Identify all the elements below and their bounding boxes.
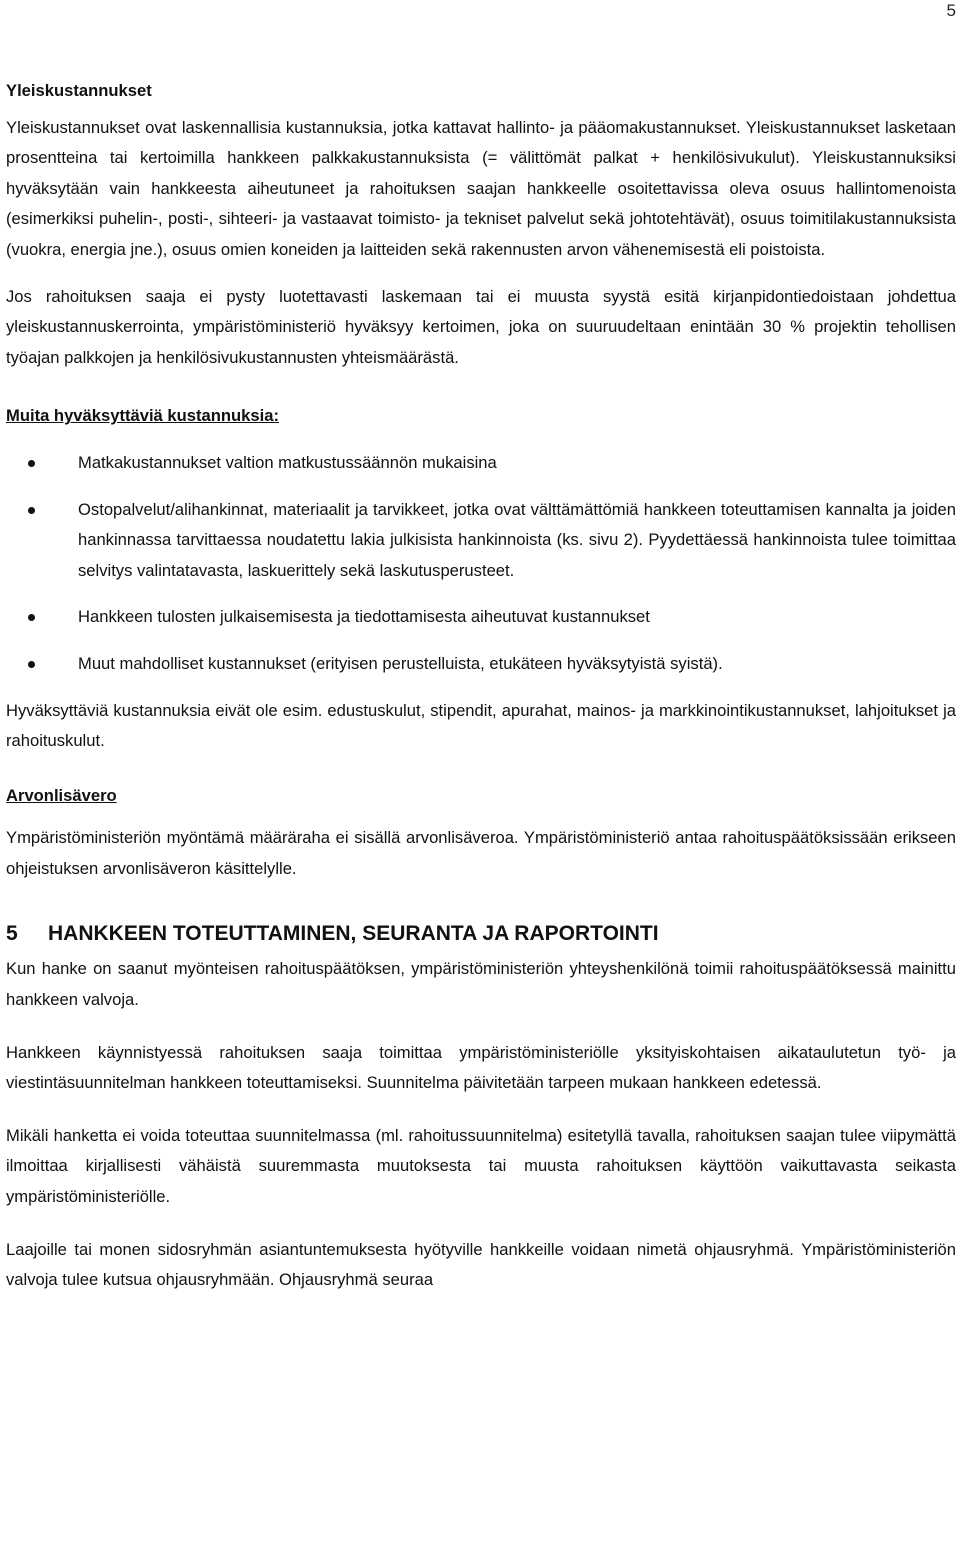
list-item bbox=[6, 448, 956, 479]
bullet-icon bbox=[28, 614, 35, 621]
list-item-text: Matkakustannukset valtion matkustussäännön mukaisina bbox=[78, 452, 497, 472]
bullet-icon bbox=[28, 661, 35, 668]
paragraph-yleiskustannukset-coefficient: Jos rahoituksen saaja ei pysty luotettavasti laskemaan tai ei muusta syystä esitä kirjanpidontiedoistaan johdettua yleiskustannuskerrointa, ympäristöministeriö hyväksyy kertoimen, joka on suuruudeltaan enintään 30 % projektin tehollisen työajan palkkojen ja henkilösivukustannusten yhteismäärästä. bbox=[6, 286, 956, 367]
paragraph-section5-3: Mikäli hanketta ei voida toteuttaa suunnitelmassa (ml. rahoitussuunnitelma) esitetyllä tavalla, rahoituksen saajan tulee viipymättä ilmoittaa kirjallisesti vähäistä suuremmasta muutoksesta tai muusta rahoituksen käyttöön vaikuttavasta seikasta ympäristöministeriölle. bbox=[6, 1125, 956, 1207]
paragraph-yleiskustannukset-definition: Yleiskustannukset ovat laskennallisia kustannuksia, jotka kattavat hallinto- ja pääomakustannukset. Yleiskustannukset lasketaan prosentteina tai kertoimilla hankkeen palkkakustannuksista (= välittömät palkat + henkilösivukulut). Yleiskustannuksiksi hyväksytään vain hankkeesta aiheutuneet ja rahoituksen saajan hankkeelle osoitettavissa oleva osuus hallintomenoista (esimerkiksi puhelin-, posti-, sihteeri- ja vastaavat toimisto- ja tekniset palvelut sekä johtotehtävät), osuus toimitilakustannuksista (vuokra, energia jne.), osuus omien koneiden ja laitteiden sekä rakennusten arvon vähenemisestä eli poistoista. bbox=[6, 117, 956, 259]
list-item bbox=[6, 649, 956, 680]
list-item-text: Muut mahdolliset kustannukset (erityisen perustelluista, etukäteen hyväksytyistä syistä). bbox=[78, 653, 723, 673]
heading-yleiskustannukset: Yleiskustannukset bbox=[6, 81, 152, 100]
heading-arvonlisavero: Arvonlisävero bbox=[6, 785, 117, 805]
bullet-icon bbox=[28, 507, 35, 514]
list-item bbox=[6, 495, 956, 587]
document-body bbox=[6, 76, 956, 1296]
bullet-icon bbox=[28, 460, 35, 467]
list-item-text: Ostopalvelut/alihankinnat, materiaalit ja tarvikkeet, jotka ovat välttämättömiä hankkeen toteuttamisen kannalta ja joiden hankinnassa tarvittaessa noudatettu lakia julkisista hankinnoista (ks. sivu 2). Pyydettäessä hankinnoista tulee toimittaa selvitys valintatavasta, laskuerittely sekä laskutusperusteet. bbox=[78, 499, 956, 580]
section-title-text: HANKKEEN TOTEUTTAMINEN, SEURANTA JA RAPORTOINTI bbox=[48, 922, 659, 946]
paragraph-section5-4: Laajoille tai monen sidosryhmän asiantuntemuksesta hyötyville hankkeille voidaan nimetä ohjausryhmä. Ympäristöministeriön valvoja tulee kutsua ohjausryhmään. Ohjausryhmä seuraa bbox=[6, 1239, 956, 1290]
paragraph-section5-2: Hankkeen käynnistyessä rahoituksen saaja toimittaa ympäristöministeriölle yksityiskohtaisen aikataulutetun työ- ja viestintäsuunnitelman hankkeen toteuttamiseksi. Suunnitelma päivitetään tarpeen mukaan hankkeen edetessä. bbox=[6, 1042, 956, 1093]
eligible-costs-list bbox=[6, 448, 956, 680]
paragraph-section5-1: Kun hanke on saanut myönteisen rahoituspäätöksen, ympäristöministeriön yhteyshenkilönä toimii rahoituspäätöksessä mainittu hankkeen valvoja. bbox=[6, 959, 956, 1010]
paragraph-arvonlisavero: Ympäristöministeriön myöntämä määräraha ei sisällä arvonlisäveroa. Ympäristöministeriö antaa rahoituspäätöksissään erikseen ohjeistuksen arvonlisäveron käsittelylle. bbox=[6, 828, 956, 878]
list-item-text: Hankkeen tulosten julkaisemisesta ja tiedottamisesta aiheutuvat kustannukset bbox=[78, 607, 650, 627]
paragraph-not-eligible-costs: Hyväksyttäviä kustannuksia eivät ole esim. edustuskulut, stipendit, apurahat, mainos- ja markkinointikustannukset, lahjoitukset ja rahoituskulut. bbox=[6, 700, 956, 751]
page-number: 5 bbox=[946, 1, 956, 20]
heading-muita-kustannuksia: Muita hyväksyttäviä kustannuksia: bbox=[6, 406, 279, 426]
section-title bbox=[6, 918, 956, 950]
section-number: 5 bbox=[6, 922, 18, 946]
list-item bbox=[6, 602, 956, 633]
